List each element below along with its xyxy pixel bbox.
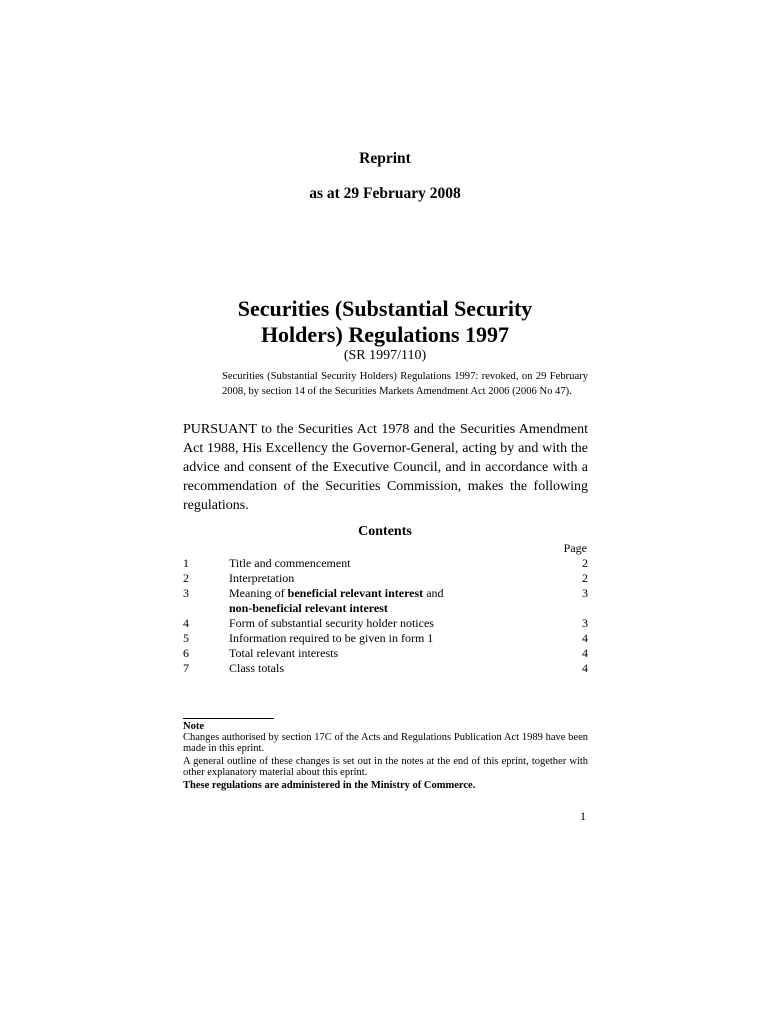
toc-item-title: Class totals (229, 661, 285, 675)
toc-item-number: 7 (183, 661, 189, 675)
toc-item-page: 4 (582, 646, 588, 660)
toc-item-page: 2 (582, 571, 588, 585)
toc-item-6[interactable] (183, 646, 588, 661)
toc-item-page: 4 (582, 631, 588, 645)
reprint-date: as at 29 February 2008 (309, 185, 461, 202)
toc-item-number: 3 (183, 586, 189, 600)
toc-item-title-text: Meaning of (229, 586, 288, 600)
note-block (183, 721, 588, 791)
toc-item-1[interactable] (183, 556, 588, 571)
toc-item-term: non-beneficial relevant interest (229, 601, 388, 615)
toc-item-page: 3 (582, 616, 588, 630)
toc-item-number: 2 (183, 571, 189, 585)
page-number: 1 (580, 809, 586, 823)
toc-item-title-text: and (423, 586, 444, 600)
table-of-contents (183, 556, 588, 676)
toc-item-7[interactable] (183, 661, 588, 676)
note-divider (183, 718, 274, 719)
revocation-note: Securities (Substantial Security Holders) Regulations 1997: revoked, on 29 February 2008, by section 14 of the Securities Markets Amendment Act 2006 (2006 No 47). (222, 371, 588, 397)
note-label: Note (183, 721, 204, 732)
regulation-title-line-1: Securities (Substantial Security (237, 296, 533, 321)
reprint-heading: Reprint (359, 150, 411, 167)
toc-item-title (229, 586, 558, 616)
note-paragraph-2: A general outline of these changes is set out in the notes at the end of this eprint, together with other explanatory material about this eprint. (183, 756, 588, 778)
toc-item-page: 2 (582, 556, 588, 570)
toc-item-title: Interpretation (229, 571, 295, 585)
page-column-label: Page (563, 541, 587, 555)
preamble: PURSUANT to the Securities Act 1978 and the Securities Amendment Act 1988, His Excellency the Governor-General, acting by and with the advice and consent of the Executive Council, and in accordance with a recommendation of the Securities Commission, makes the following regulations. (183, 422, 588, 513)
toc-item-title: Information required to be given in form 1 (229, 631, 434, 645)
toc-item-number: 1 (183, 556, 189, 570)
toc-item-title: Title and commencement (229, 556, 351, 570)
regulation-title (0, 296, 770, 348)
toc-item-number: 6 (183, 646, 189, 660)
toc-item-page: 3 (582, 586, 588, 600)
toc-item-5[interactable] (183, 631, 588, 646)
note-paragraph-1: Changes authorised by section 17C of the Acts and Regulations Publication Act 1989 have been made in this eprint. (183, 732, 588, 754)
regulation-title-line-2: Holders) Regulations 1997 (260, 322, 510, 347)
administering-ministry: These regulations are administered in the Ministry of Commerce. (183, 780, 476, 791)
contents-heading: Contents (358, 524, 412, 539)
toc-item-title: Form of substantial security holder notices (229, 616, 434, 630)
toc-item-number: 5 (183, 631, 189, 645)
toc-item-page: 4 (582, 661, 588, 675)
toc-item-number: 4 (183, 616, 189, 630)
toc-item-2[interactable] (183, 571, 588, 586)
sr-number: (SR 1997/110) (343, 348, 427, 363)
toc-item-4[interactable] (183, 616, 588, 631)
toc-item-title: Total relevant interests (229, 646, 339, 660)
toc-item-3[interactable] (183, 586, 588, 616)
toc-item-term: beneficial relevant interest (287, 586, 424, 600)
